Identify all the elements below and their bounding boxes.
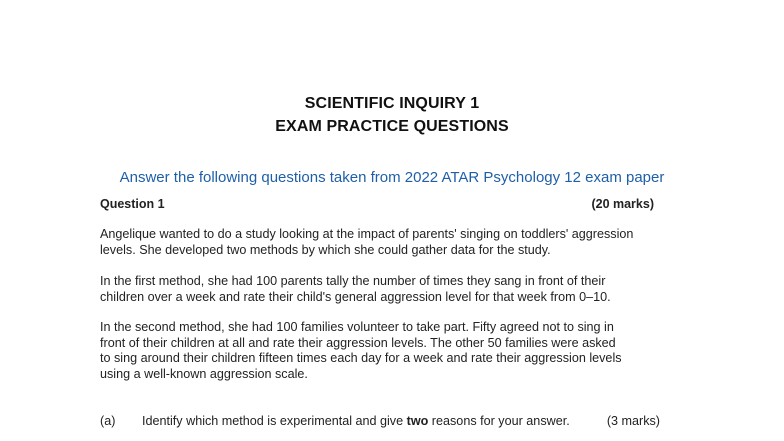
part-a-text	[142, 414, 591, 430]
question-paragraph-1	[100, 227, 660, 258]
paragraph-line: children over a week and rate their child's general aggression level for that week from 0–10.	[100, 289, 611, 304]
paragraph-line: front of their children at all and rate their aggression levels. The other 50 families were asked	[100, 335, 616, 350]
page-title-line2: EXAM PRACTICE QUESTIONS	[275, 118, 509, 135]
question-paragraph-3	[100, 320, 660, 382]
question-label: Question 1	[100, 197, 165, 211]
part-a-text-after: reasons for your answer.	[428, 414, 570, 428]
paragraph-line: Angelique wanted to do a study looking at the impact of parents' singing on toddlers' aggression	[100, 227, 634, 241]
part-a-label: (a)	[100, 414, 116, 428]
page-title-line1: SCIENTIFIC INQUIRY 1	[304, 95, 480, 112]
question-part-a	[100, 414, 660, 430]
paragraph-line: levels. She developed two methods by which she could gather data for the study.	[100, 242, 551, 257]
question-header	[100, 197, 660, 213]
part-a-text-before: Identify which method is experimental and give	[142, 414, 407, 428]
part-a-marks: (3 marks)	[606, 414, 660, 428]
paragraph-line: using a well-known aggression scale.	[100, 366, 308, 381]
question-marks: (20 marks)	[591, 197, 654, 211]
instruction-text: Answer the following questions taken from 2022 ATAR Psychology 12 exam paper	[119, 169, 665, 186]
paragraph-line: In the second method, she had 100 families volunteer to take part. Fifty agreed not to sing in	[100, 320, 614, 334]
part-a-text-bold: two	[406, 414, 429, 428]
paragraph-line: to sing around their children fifteen times each day for a week and rate their aggression levels	[100, 351, 622, 366]
paragraph-line: In the first method, she had 100 parents tally the number of times they sang in front of their	[100, 274, 606, 288]
question-paragraph-2	[100, 274, 660, 305]
